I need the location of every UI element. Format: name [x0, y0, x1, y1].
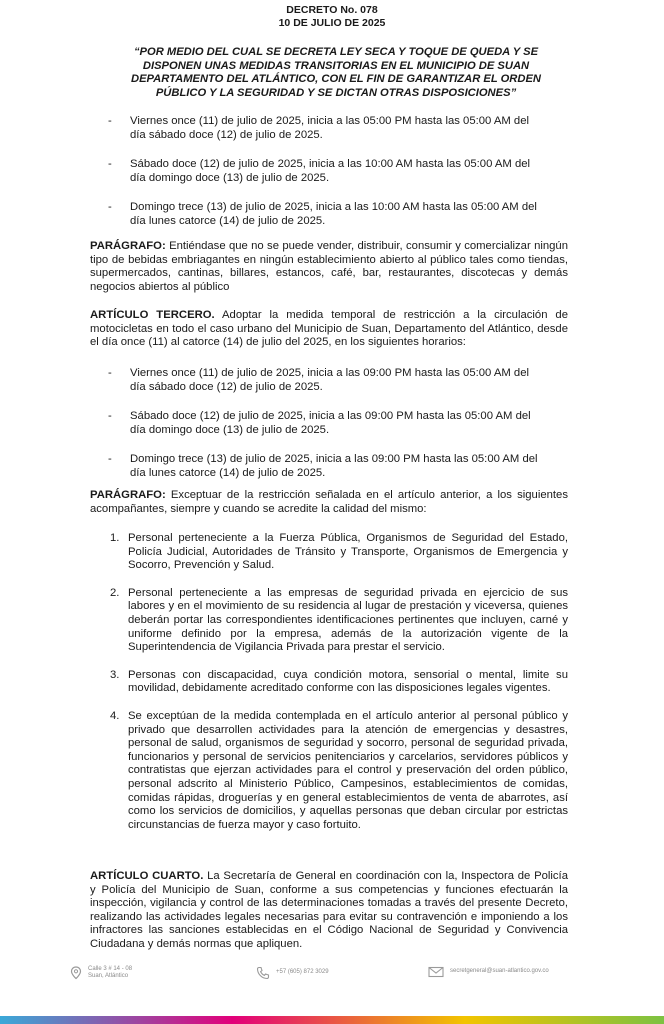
paragrafo-text: Entiéndase que no se puede vender, distribuir, consumir y comercializar ningún tipo de bebidas embriagantes en ningún establecimiento abierto al público tales como tiendas, supermercados, cantinas, billares, estancos, café, bar, restaurantes, discotecas y demás negocios abiertos al público — [90, 240, 568, 293]
paragrafo-1 — [90, 240, 568, 294]
paragrafo-text: Exceptuar de la restricción señalada en el artículo anterior, a los siguientes acompañantes, siempre y cuando se acredite la calidad del mismo: — [90, 489, 568, 515]
brand-gradient — [0, 1016, 664, 1024]
decree-title — [112, 46, 560, 100]
articulo-label: ARTÍCULO TERCERO. — [90, 309, 215, 321]
footer-address-line: Suan, Atlántico — [88, 973, 129, 979]
paragrafo-label: PARÁGRAFO: — [90, 489, 166, 501]
footer-phone-text: +57 (605) 872 3029 — [276, 969, 329, 975]
paragrafo-2 — [90, 489, 568, 516]
exception-item: 4. Se exceptúan de la medida contemplada en el artículo anterior al personal público y privado que desarrollen actividades para la atención de emergencias y desastres, personal de salud, organismos de seguridad y socorro, personal de seguridad privada, funcionarios y personal de servicios penitenciarios y carcelarios, servidores públicos y contratistas que ejerzan actividades para el control y preservación del orden público, personal adscrito al Ministerio Público, Campesinos, establecimientos de comidas, comidas rápidas, droguerías y en general establecimientos de venta de abarrotes, así como los servicios de domicilios, y aquellas personas que deban circular por estrictas circunstancias de fuerza mayor y caso fortuito. — [110, 709, 568, 831]
exception-item: 1. Personal perteneciente a la Fuerza Pública, Organismos de Seguridad del Estado, Policía Judicial, Autoridades de Tránsito y Transporte, Organismos de Emergencia y Socorro, Prevención y Salud. — [110, 532, 568, 572]
decree-number: DECRETO No. 078 — [286, 4, 378, 16]
schedule-item: - Domingo trece (13) de julio de 2025, inicia a las 10:00 AM hasta las 05:00 AM del día lunes catorce (14) de julio de 2025. — [108, 201, 537, 227]
decree-header — [0, 4, 664, 30]
articulo-text: Adoptar la medida temporal de restricción a la circulación de motocicletas en todo el caso urbano del Municipio de Suan, Departamento del Atlántico, desde el día once (11) al catorce (14) de julio del 2025, en los siguientes horarios: — [90, 309, 568, 349]
articulo-tercero — [90, 309, 568, 350]
title-line: PÚBLICO Y LA SEGURIDAD Y SE DICTAN OTRAS DISPOSICIONES” — [155, 86, 517, 99]
schedule-item: - Domingo trece (13) de julio de 2025, inicia a las 09:00 PM hasta las 05:00 AM del día lunes catorce (14) de julio de 2025. — [108, 453, 538, 479]
title-line: DISPONEN UNAS MEDIDAS TRANSITORIAS EN EL MUNICIPIO DE SUAN — [142, 59, 530, 72]
schedule-item: - Sábado doce (12) de julio de 2025, inicia a las 10:00 AM hasta las 05:00 AM del día domingo doce (13) de julio de 2025. — [108, 158, 531, 184]
brand-color-bar — [0, 1016, 664, 1024]
articulo-text: La Secretaría de General en coordinación con la, Inspectora de Policía y Policía del Municipio de Suan, conforme a sus competencias y funciones efectuarán la inspección, vigilancia y control de las determinaciones tomadas a través del presente Decreto, realizando las actividades legales necesarias para evitar su contravención e imponiendo a los infractores las sanciones establecidas en el Código Nacional de Seguridad y Convivencia Ciudadana y demás normas que apliquen. — [90, 870, 568, 950]
footer-address — [70, 966, 132, 980]
moto-schedule — [90, 367, 568, 481]
title-line: “POR MEDIO DEL CUAL SE DECRETA LEY SECA Y TOQUE DE QUEDA Y SE — [133, 46, 539, 58]
title-line: DEPARTAMENTO DEL ATLÁNTICO, CON EL FIN DE GARANTIZAR EL ORDEN — [130, 73, 541, 85]
footer-phone — [256, 966, 329, 980]
exception-item: 2. Personal perteneciente a las empresas de seguridad privada en ejercicio de sus labores y en el movimiento de su residencia al lugar de prestación y viceversa, quienes deberán portar las correspondientes identificaciones pertinentes que incluyen, carné y uniforme definido por la empresa, además de la autorización vigente de la Superintendencia de Vigilancia Privada para prestar el servicio. — [110, 586, 568, 654]
decree-date: 10 DE JULIO DE 2025 — [278, 17, 386, 29]
phone-icon — [256, 966, 270, 980]
schedule-item: - Sábado doce (12) de julio de 2025, inicia a las 09:00 PM hasta las 05:00 AM del día domingo doce (13) de julio de 2025. — [108, 410, 531, 436]
footer-address-line: Calle 3 # 14 - 08 — [88, 966, 133, 972]
paragrafo-label: PARÁGRAFO: — [90, 240, 166, 252]
exceptions-list — [90, 532, 568, 832]
page-footer — [0, 966, 664, 996]
schedule-item: - Viernes once (11) de julio de 2025, inicia a las 09:00 PM hasta las 05:00 AM del día sábado doce (12) de julio de 2025. — [108, 367, 529, 393]
footer-email — [428, 966, 549, 978]
mail-icon — [428, 966, 444, 978]
schedule-item: - Viernes once (11) de julio de 2025, inicia a las 05:00 PM hasta las 05:00 AM del día sábado doce (12) de julio de 2025. — [108, 115, 529, 141]
ley-seca-schedule — [90, 115, 568, 229]
articulo-label: ARTÍCULO CUARTO. — [90, 870, 204, 882]
exception-item: 3. Personas con discapacidad, cuya condición motora, sensorial o mental, limite su movilidad, debidamente acreditado conforme con las disposiciones legales vigentes. — [110, 668, 568, 695]
location-pin-icon — [70, 966, 82, 980]
footer-email-text: secretgeneral@suan-atlantico.gov.co — [450, 968, 549, 974]
articulo-cuarto — [90, 870, 568, 952]
